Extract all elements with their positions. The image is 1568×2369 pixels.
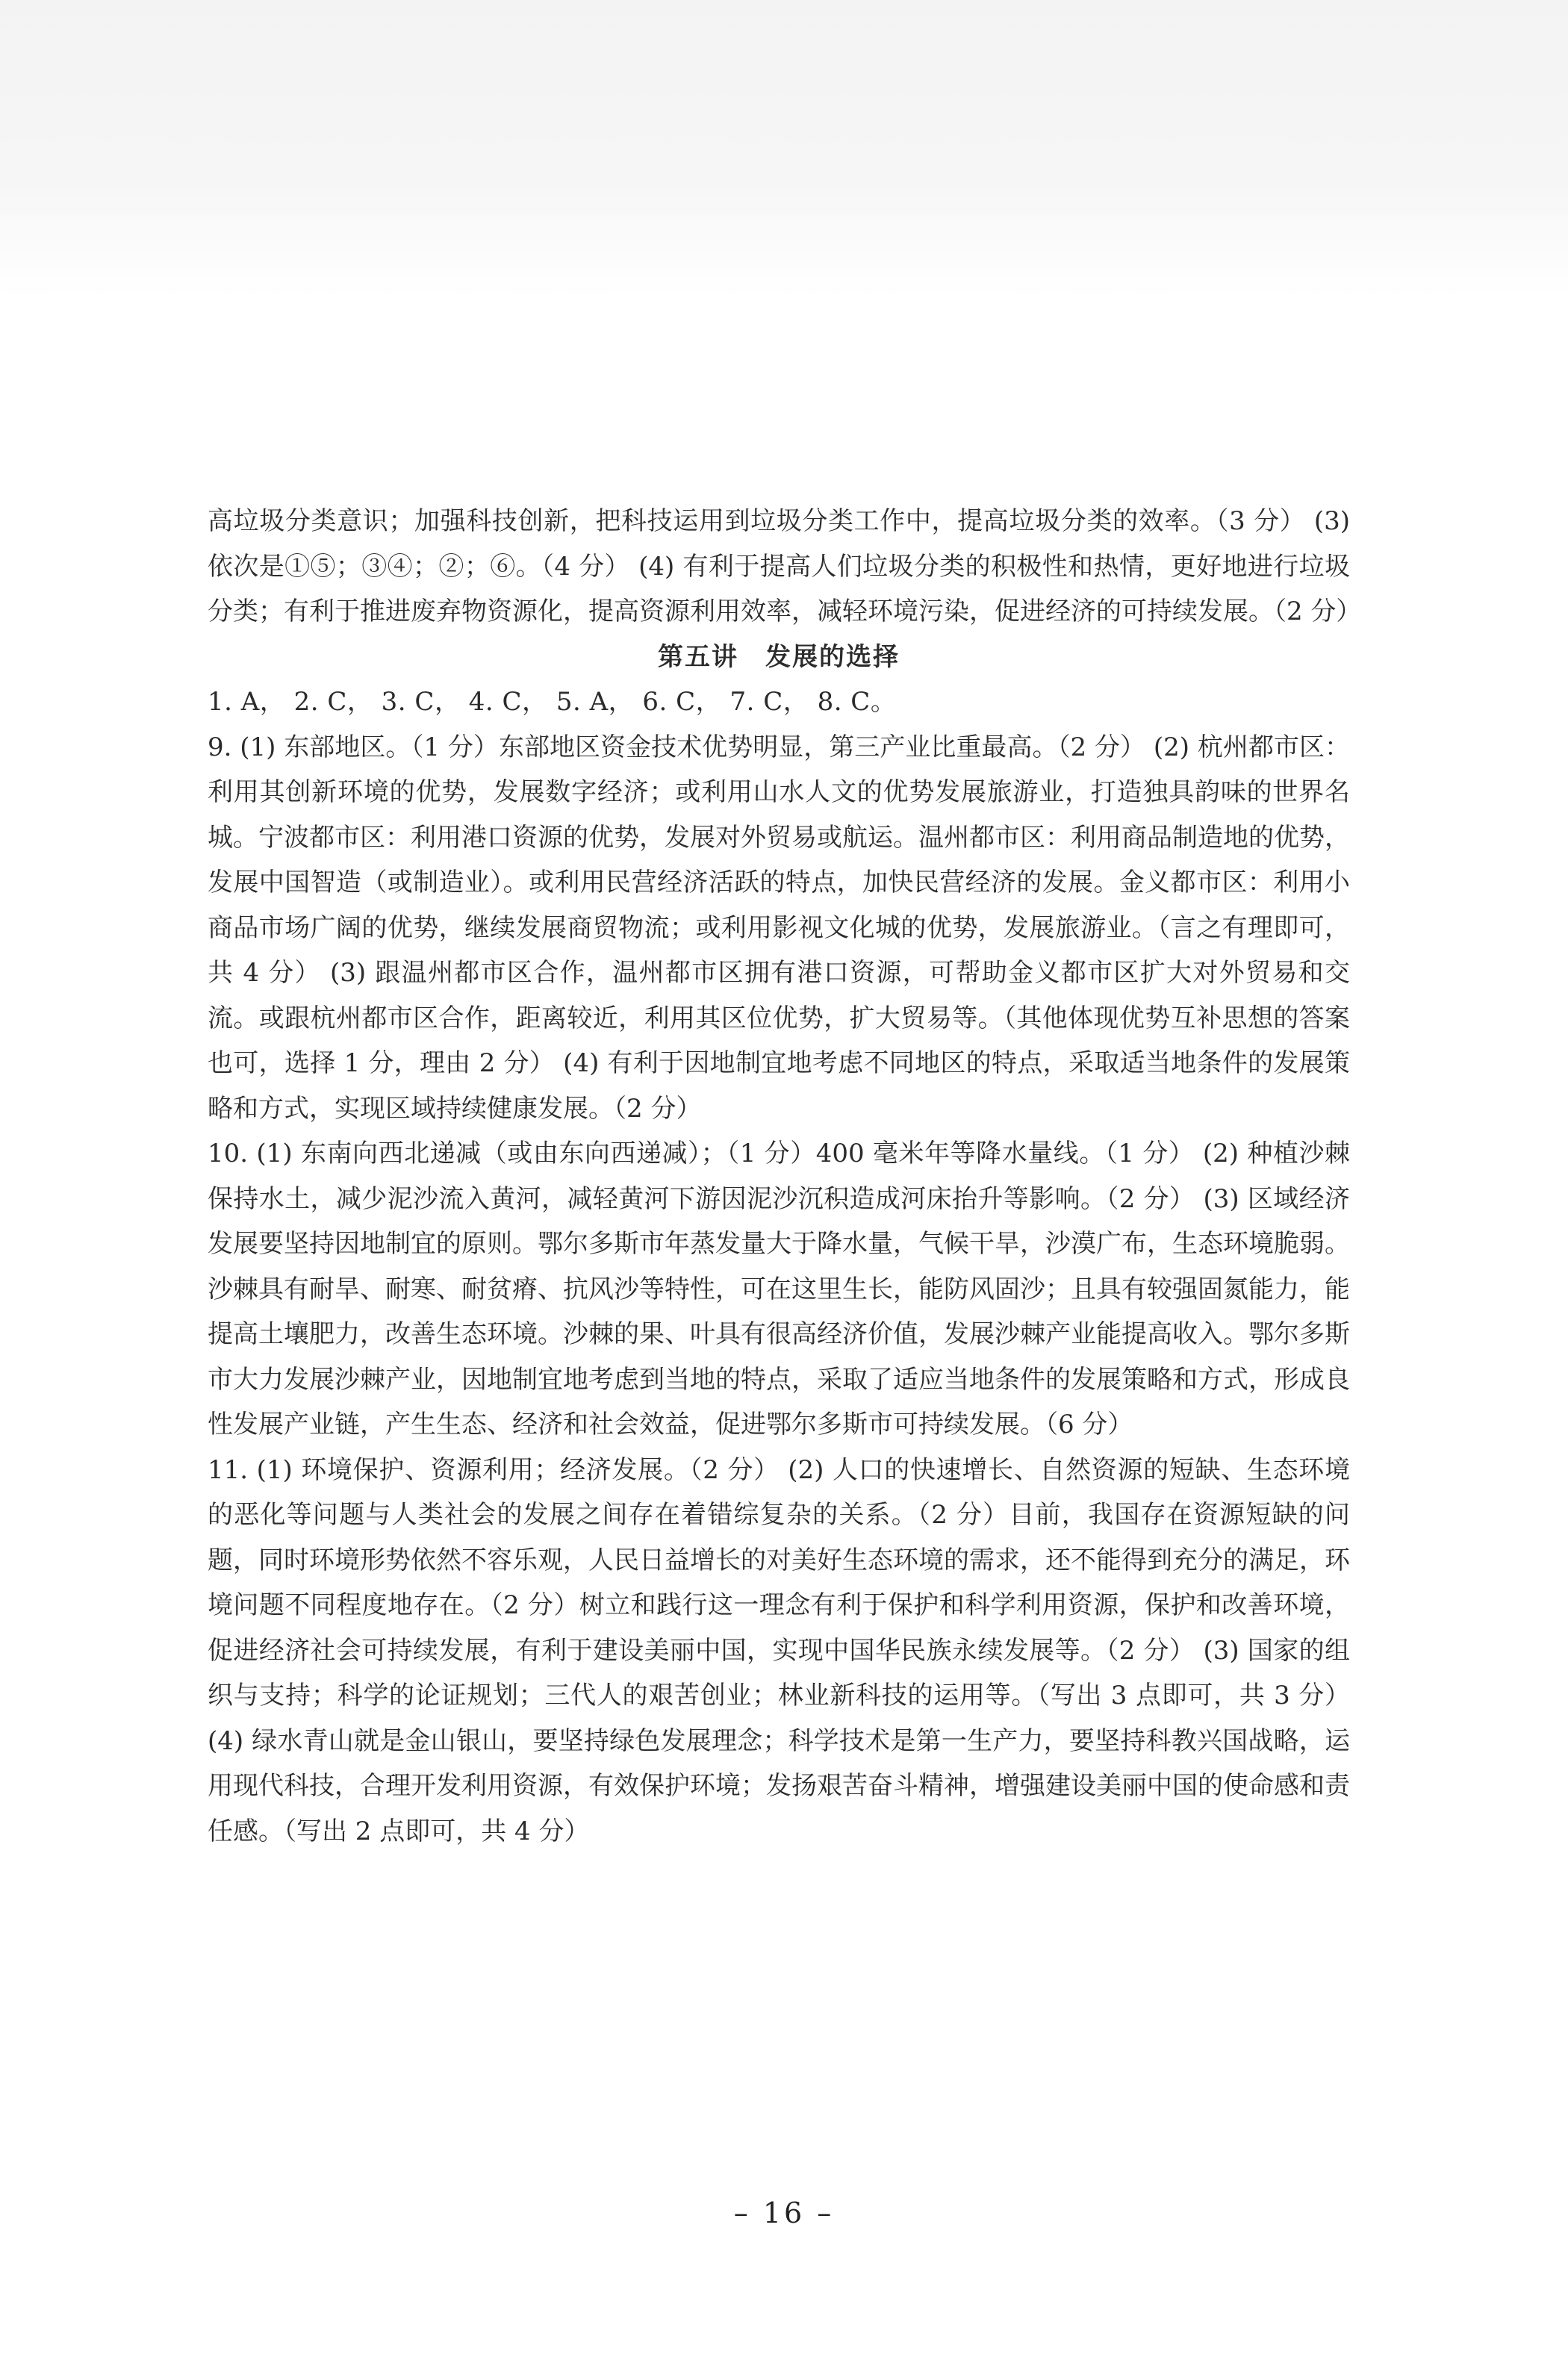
question-10-answer: 10. (1) 东南向西北递减（或由东向西递减）；（1 分）400 毫米年等降水量线。（1 分） (2) 种植沙棘保持水土，减少泥沙流入黄河，减轻黄河下游因泥沙沉积造成河床抬升等影响。（2 分） (3) 区域经济发展要坚持因地制宜的原则。鄂尔多斯市年蒸发量大于降水量，气候干旱，沙漠广布，生态环境脆弱。沙棘具有耐旱、耐寒、耐贫瘠、抗风沙等特性，可在这里生长，能防风固沙；且具有较强固氮能力，能提高土壤肥力，改善生态环境。沙棘的果、叶具有很高经济价值，发展沙棘产业能提高收入。鄂尔多斯市大力发展沙棘产业，因地制宜地考虑到当地的特点，采取了适应当地条件的发展策略和方式，形成良性发展产业链，产生生态、经济和社会效益，促进鄂尔多斯市可持续发展。（6 分） bbox=[208, 1139, 1350, 1439]
choice-answers: 1. A， 2. C， 3. C， 4. C， 5. A， 6. C， 7. C， 8. C。 bbox=[208, 687, 897, 717]
question-11-answer: 11. (1) 环境保护、资源利用；经济发展。（2 分） (2) 人口的快速增长、自然资源的短缺、生态环境的恶化等问题与人类社会的发展之间存在着错综复杂的关系。（2 分）目前，我国存在资源短缺的问题，同时环境形势依然不容乐观，人民日益增长的对美好生态环境的需求，还不能得到充分的满足，环境问题不同程度地存在。（2 分）树立和践行这一理念有利于保护和科学利用资源，保护和改善环境，促进经济社会可持续发展，有利于建设美丽中国，实现中国华民族永续发展等。（2 分） (3) 国家的组织与支持；科学的论证规划；三代人的艰苦创业；林业新科技的运用等。（写出 3 点即可，共 3 分） (4) 绿水青山就是金山银山，要坚持绿色发展理念；科学技术是第一生产力，要坚持科教兴国战略，运用现代科技，合理开发利用资源，有效保护环境；发扬艰苦奋斗精神，增强建设美丽中国的使命感和责任感。（写出 2 点即可，共 4 分） bbox=[208, 1454, 1350, 1846]
page-number: – 16 – bbox=[733, 2197, 835, 2229]
answer-content bbox=[208, 499, 1362, 1854]
section-title: 第五讲 发展的选择 bbox=[658, 641, 900, 672]
continuation-paragraph: 高垃圾分类意识；加强科技创新，把科技运用到垃圾分类工作中，提高垃圾分类的效率。（3 分） (3) 依次是①⑤；③④；②；⑥。（4 分） (4) 有利于提高人们垃圾分类的积极性和热情，更好地进行垃圾分类；有利于推进废弃物资源化，提高资源利用效率，减轻环境污染，促进经济的可持续发展。（2 分） bbox=[208, 506, 1362, 626]
question-9-answer: 9. (1) 东部地区。（1 分）东部地区资金技术优势明显，第三产业比重最高。（2 分） (2) 杭州都市区：利用其创新环境的优势，发展数字经济；或利用山水人文的优势发展旅游业，打造独具韵味的世界名城。宁波都市区：利用港口资源的优势，发展对外贸易或航运。温州都市区：利用商品制造地的优势，发展中国智造（或制造业）。或利用民营经济活跃的特点，加快民营经济的发展。金义都市区：利用小商品市场广阔的优势，继续发展商贸物流；或利用影视文化城的优势，发展旅游业。（言之有理即可，共 4 分） (3) 跟温州都市区合作，温州都市区拥有港口资源，可帮助金义都市区扩大对外贸易和交流。或跟杭州都市区合作，距离较近，利用其区位优势，扩大贸易等。（其他体现优势互补思想的答案也可，选择 1 分，理由 2 分） (4) 有利于因地制宜地考虑不同地区的特点，采取适当地条件的发展策略和方式，实现区域持续健康发展。（2 分） bbox=[208, 732, 1350, 1124]
scan-shading bbox=[0, 0, 1568, 299]
